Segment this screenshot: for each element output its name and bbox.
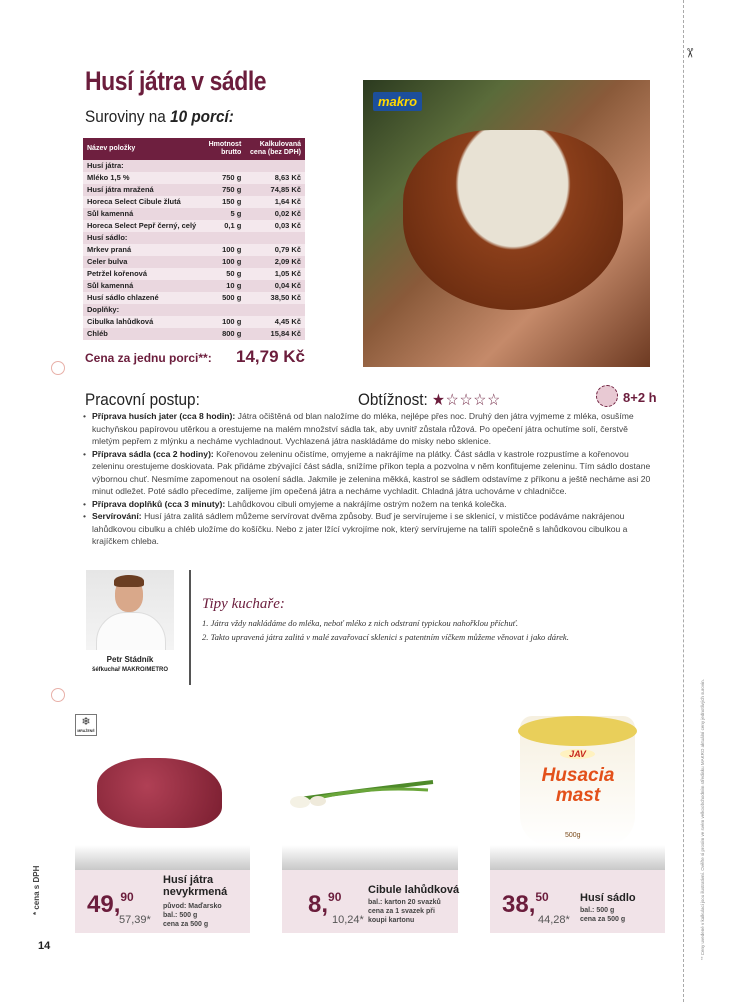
product-name: Husí játra nevykrmená [163, 874, 228, 898]
item-price: 15,84 Kč [245, 328, 305, 340]
table-row [83, 220, 305, 232]
spring-onion-image [288, 772, 438, 812]
step-text: Husí játra zalitá sádlem můžeme servírovat dvěma způsoby. Buď je servírujeme i se sklenicí, v mističce podáváme nakrájenou lahůdkovou cibulku a chléb uložíme do košíčku. Nebo z jater lžící vykrojíme nok, který servírujeme na talíři společně s lahůdkovou cibulkou a krajíčkem chleba. [92, 511, 628, 546]
product-info: bal.: karton 20 svazků cena za 1 svazek při koupi kartonu [368, 899, 441, 924]
item-weight: 100 g [200, 316, 245, 328]
chef-name: Petr Stádník [106, 655, 154, 664]
item-name: Sůl kamenná [83, 280, 200, 292]
item-name: Horeca Select Pepř černý, celý [83, 220, 200, 232]
price-per-portion [85, 347, 305, 367]
star-rating-icon: ★☆☆☆☆ [431, 392, 502, 409]
recipe-title: Husí játra v sádle [85, 66, 267, 96]
table-section-row [83, 304, 305, 316]
item-name: Husí sádlo chlazené [83, 292, 200, 304]
item-weight: 150 g [200, 196, 245, 208]
step-title: Příprava sádla (cca 2 hodiny): [92, 448, 214, 459]
procedure-steps [83, 410, 655, 548]
tip: 1. Játra vždy nakládáme do mléka, neboť mléko z nich odstraní typickou nahořklou příchuť. [202, 618, 519, 628]
step [83, 410, 655, 448]
product-info: původ: Maďarsko bal.: 500 g cena za 500 g [163, 903, 222, 928]
scissors-icon: ✂ [682, 47, 698, 59]
table-row [83, 208, 305, 220]
table-header [83, 138, 305, 160]
item-weight: 50 g [200, 268, 245, 280]
item-name: Chléb [83, 328, 200, 340]
table-row [83, 280, 305, 292]
frozen-snowflake-icon: ❄ MRAŽENÉ [75, 714, 97, 736]
table-section-row [83, 232, 305, 244]
item-weight: 750 g [200, 184, 245, 196]
price-with-vat: 57,39* [119, 914, 151, 926]
prep-time: 8+2 h [623, 390, 657, 405]
jar-brand-logo: JAV [560, 749, 595, 759]
price-footnote: ** Ceny uvedené v kalkulaci jsou ilustrativní. Ověřte si prosím ve svém velkoobchodním středisku MAKRO aktuální ceny jednotlivých surovin. [700, 679, 705, 960]
item-name: Cibulka lahůdková [83, 316, 200, 328]
price: 49,90 [87, 890, 134, 918]
item-weight: 100 g [200, 244, 245, 256]
item-name: Mrkev praná [83, 244, 200, 256]
item-price: 0,02 Kč [245, 208, 305, 220]
clock-icon [596, 385, 618, 407]
table-row [83, 268, 305, 280]
tips-list [202, 616, 677, 644]
table-row [83, 196, 305, 208]
per-portion-label: Cena za jednu porci**: [85, 351, 212, 365]
item-price: 0,03 Kč [245, 220, 305, 232]
product-card-goose-liver[interactable] [75, 845, 250, 933]
chef-photo [86, 570, 174, 650]
item-weight: 0,1 g [200, 220, 245, 232]
item-weight: 500 g [200, 292, 245, 304]
section-name: Husí sádlo: [83, 232, 305, 244]
item-price: 8,63 Kč [245, 172, 305, 184]
table-row [83, 328, 305, 340]
step [83, 510, 655, 548]
dish-photo [363, 80, 650, 367]
difficulty-label: Obtížnost: [358, 390, 428, 409]
jar-weight: 500g [565, 832, 581, 839]
servings-line [85, 107, 234, 127]
punch-hole-icon [51, 688, 65, 702]
item-name: Petržel kořenová [83, 268, 200, 280]
item-name: Horeca Select Cibule žlutá [83, 196, 200, 208]
table-section-row [83, 160, 305, 172]
col-weight: Hmotnost brutto [200, 138, 245, 160]
servings-prefix: Suroviny na [85, 107, 166, 126]
per-portion-value: 14,79 Kč [236, 347, 305, 366]
item-name: Husí játra mražená [83, 184, 200, 196]
step-text: Kořenovou zeleninu očistíme, omyjeme a nakrájíme na plátky. Část sádla v kastrole rozpustíme a kořenovou zeleninu orestujeme doskiovata. Pak přidáme zbývající část sádla, snížíme příkon tepla a pozvolna v něm konfitujeme zeleninu. Tím sádlo dostane výbornou chuť. Nesmíme zapomenout na osolení sádla. Jakmile je zelenina měkká, kastrol se sádlem odstavíme z příkonu a ještě necháme asi 20 minut odležet. Poté sádlo přecedíme, zalijeme jím opečená játra a necháme vychladit. Chladná játra uchováme v chladničce. [92, 448, 651, 496]
step [83, 498, 655, 511]
chef-role: šéfkuchař MAKRO/METRO [91, 667, 168, 673]
price: 38,50 [502, 890, 549, 918]
goose-liver-image [97, 758, 222, 828]
item-price: 74,85 Kč [245, 184, 305, 196]
price: 8,90 [308, 890, 342, 918]
table-row [83, 256, 305, 268]
item-weight: 5 g [200, 208, 245, 220]
step-title: Servírování: [92, 511, 142, 521]
item-price: 2,09 Kč [245, 256, 305, 268]
step-title: Příprava doplňků (cca 3 minuty): [92, 498, 226, 509]
item-price: 0,79 Kč [245, 244, 305, 256]
item-price: 1,05 Kč [245, 268, 305, 280]
table-row [83, 172, 305, 184]
tip: 2. Takto upravená játra zalitá v malé zavařovací sklenici s patentním víčkem můžeme věnovat i jako dárek. [202, 632, 569, 642]
vat-note: * cena s DPH [32, 865, 41, 915]
col-price: Kalkulovaná cena (bez DPH) [245, 138, 305, 160]
item-price: 4,45 Kč [245, 316, 305, 328]
goose-fat-jar-image [520, 716, 635, 846]
divider [189, 570, 191, 685]
product-info: bal.: 500 g cena za 500 g [580, 907, 626, 923]
item-weight: 100 g [200, 256, 245, 268]
section-name: Doplňky: [83, 304, 305, 316]
table-row [83, 292, 305, 304]
product-name: Cibule lahůdková [368, 884, 460, 896]
item-weight: 800 g [200, 328, 245, 340]
step [83, 448, 655, 498]
pot-image [403, 130, 623, 310]
item-name: Sůl kamenná [83, 208, 200, 220]
item-name: Celer bulva [83, 256, 200, 268]
step-title: Příprava husích jater (cca 8 hodin): [92, 411, 236, 421]
servings-count: 10 porcí: [170, 107, 234, 126]
cut-line [683, 0, 684, 1002]
table-row [83, 244, 305, 256]
item-price: 38,50 Kč [245, 292, 305, 304]
punch-hole-icon [51, 361, 65, 375]
item-price: 0,04 Kč [245, 280, 305, 292]
step-text: Játra očištěná od blan naložíme do mléka, nejlépe přes noc. Druhý den játra vyjmeme z mléka, osušíme kuchyňskou papírovou utěrkou a orestujeme na malém množství sádla tak, aby uvnitř zůstala růžová. Po opečení játra ochutíme solí, čerstvě mletým pepřem z mlýnku a necháme vychladnout. Vychlazená játra naskládáme do misky nebo sklenice. [92, 411, 634, 446]
tips-heading: Tipy kuchaře: [202, 596, 285, 612]
page-number: 14 [38, 940, 51, 952]
item-name: Mléko 1,5 % [83, 172, 200, 184]
col-name: Název položky [83, 138, 200, 160]
item-price: 1,64 Kč [245, 196, 305, 208]
table-row [83, 184, 305, 196]
item-weight: 750 g [200, 172, 245, 184]
price-with-vat: 44,28* [538, 914, 570, 926]
price-with-vat: 10,24* [332, 914, 364, 926]
step-text: Lahůdkovou cibuli omyjeme a nakrájíme ostrým nožem na tenká kolečka. [225, 498, 507, 509]
table-row [83, 316, 305, 328]
frozen-label: MRAŽENÉ [77, 729, 95, 733]
item-weight: 10 g [200, 280, 245, 292]
product-card-spring-onion[interactable] [282, 845, 458, 933]
section-name: Husí játra: [83, 160, 305, 172]
product-card-goose-fat[interactable] [490, 845, 665, 933]
difficulty [358, 390, 501, 410]
jar-label: Husacia mast [541, 765, 615, 806]
product-name: Husí sádlo [580, 892, 636, 904]
ingredients-table [83, 138, 305, 340]
makro-logo: makro [373, 92, 422, 111]
procedure-heading: Pracovní postup: [85, 390, 200, 409]
